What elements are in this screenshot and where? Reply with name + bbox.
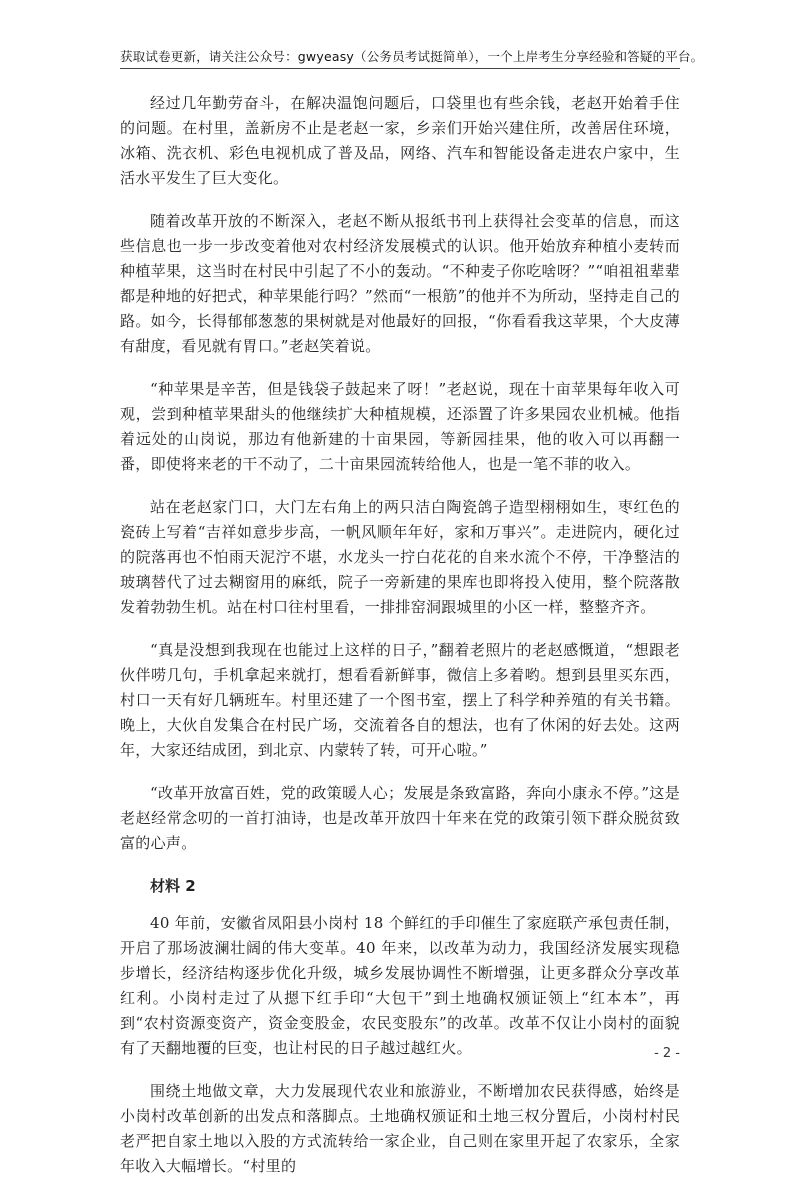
page-header-notice: 获取试卷更新，请关注公众号：gwyeasy（公务员考试挺简单），一个上岸考生分享经验和答疑的平台。: [120, 49, 704, 64]
paragraph: “真是没想到我现在也能过上这样的日子，”翻着老照片的老赵感慨道，“想跟老伙伴唠几句，手机拿起来就打，想看看新鲜事，微信上多着哟。想到县里买东西，村口一天有好几辆班车。村里还建了一个图书室，摆上了科学种养殖的有关书籍。晚上，大伙自发集合在村民广场，交流着各自的想法，也有了休闲的好去处。这两年，大家还结成团，到北京、内蒙转了转，可开心啦。”: [120, 641, 680, 759]
paragraph: 40 年前，安徽省凤阳县小岗村 18 个鲜红的手印催生了家庭联产承包责任制，开启了那场波澜壮阔的伟大变革。40 年来，以改革为动力，我国经济发展实现稳步增长，经济结构逐步优化升级，城乡发展协调性不断增强，让更多群众分享改革红利。小岗村走过了从摁下红手印“大包干”到土地确权颁证领上“红本本”，再到“农村资源变资产，资金变股金，农民变股东”的改革。改革不仅让小岗村的面貌有了天翻地覆的巨变，也让村民的日子越过越红火。: [120, 914, 680, 1057]
paragraph: “改革开放富百姓，党的政策暖人心；发展是条致富路，奔向小康永不停。”这是老赵经常念叨的一首打油诗，也是改革开放四十年来在党的政策引领下群众脱贫致富的心声。: [120, 784, 680, 852]
paragraph: 围绕土地做文章，大力发展现代农业和旅游业，不断增加农民获得感，始终是小岗村改革创新的出发点和落脚点。土地确权颁证和土地三权分置后，小岗村村民老严把自家土地以入股的方式流转给一家企业，自己则在家里开起了农家乐，全家年收入大幅增长。“村里的: [120, 1082, 680, 1175]
paragraph: 经过几年勤劳奋斗，在解决温饱问题后，口袋里也有些余钱，老赵开始着手住的问题。在村里，盖新房不止是老赵一家，乡亲们开始兴建住所，改善居住环境，冰箱、洗衣机、彩色电视机成了普及品，网络、汽车和智能设备走进农户家中，生活水平发生了巨大变化。: [120, 94, 680, 187]
header-divider: [120, 68, 680, 69]
section-title: 材料 2: [150, 877, 196, 895]
paragraph: “种苹果是辛苦，但是钱袋子鼓起来了呀！”老赵说，现在十亩苹果每年收入可观，尝到种植苹果甜头的他继续扩大种植规模，还添置了许多果园农业机械。他指着远处的山岗说，那边有他新建的十亩果园，等新园挂果，他的收入可以再翻一番，即使将来老的干不动了，二十亩果园流转给他人，也是一笔不菲的收入。: [120, 380, 680, 473]
document-body: [120, 91, 680, 1197]
page-number: - 2 -: [654, 1046, 680, 1061]
paragraph: 站在老赵家门口，大门左右角上的两只洁白陶瓷鸽子造型栩栩如生，枣红色的瓷砖上写着“吉祥如意步步高，一帆风顺年年好，家和万事兴”。走进院内，硬化过的院落再也不怕雨天泥泞不堪，水龙头一拧白花花的自来水流个不停，干净整洁的玻璃替代了过去糊窗用的麻纸，院子一旁新建的果库也即将投入使用，整个院落散发着勃勃生机。站在村口往村里看，一排排窑洞跟城里的小区一样，整整齐齐。: [120, 498, 680, 616]
paragraph: 随着改革开放的不断深入，老赵不断从报纸书刊上获得社会变革的信息，而这些信息也一步一步改变着他对农村经济发展模式的认识。他开始放弃种植小麦转而种植苹果，这当时在村民中引起了不小的轰动。“不种麦子你吃啥呀？”“咱祖祖辈辈都是种地的好把式，种苹果能行吗？”然而“一根筋”的他并不为所动，坚持走自己的路。如今，长得郁郁葱葱的果树就是对他最好的回报，“你看看我这苹果，个大皮薄有甜度，看见就有胃口。”老赵笑着说。: [120, 212, 680, 355]
